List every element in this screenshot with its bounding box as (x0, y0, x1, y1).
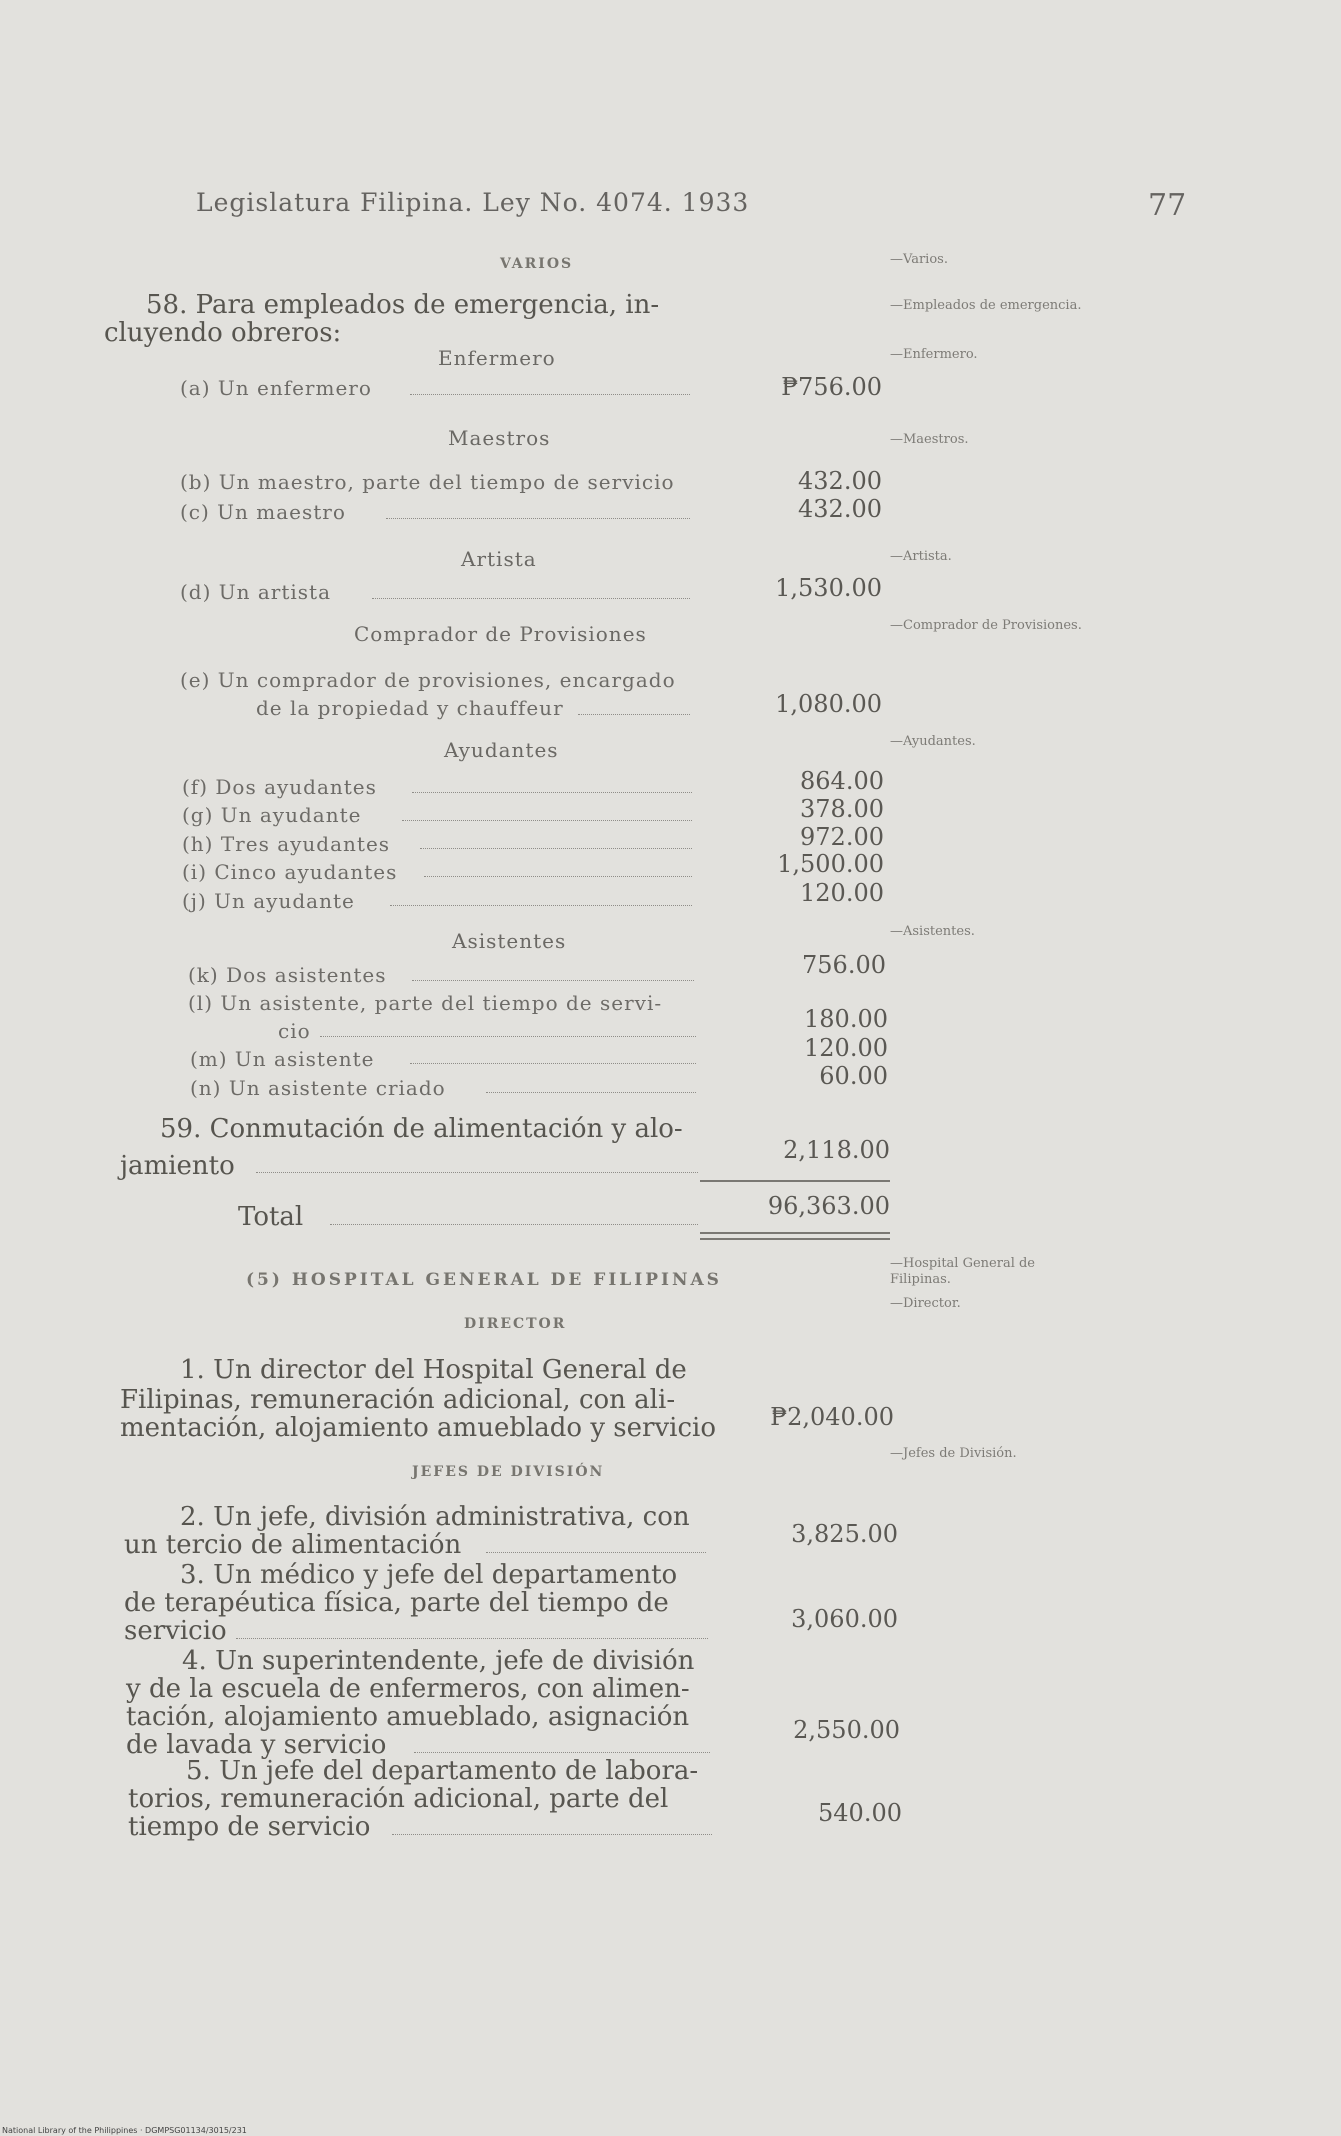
margin-note-maestros: —Maestros. (890, 432, 969, 447)
leader-dots (410, 1063, 696, 1064)
item-59-line1: 59. Conmutación de alimentación y alo- (160, 1114, 683, 1144)
hospital-item-5-line3: tiempo de servicio (128, 1812, 371, 1842)
hospital-item-4-amount: 2,550.00 (793, 1716, 900, 1744)
hospital-item-4-line2: y de la escuela de enfermeros, con alimen- (126, 1674, 690, 1704)
hospital-item-2-line2: un tercio de alimentación (124, 1530, 462, 1560)
hospital-item-2-amount: 3,825.00 (791, 1520, 898, 1548)
line-h-amount: 972.00 (800, 823, 884, 851)
line-b-amount: 432.00 (798, 467, 882, 495)
hospital-item-1-amount: ₱2,040.00 (770, 1403, 894, 1431)
leader-dots (386, 518, 690, 519)
margin-note-varios: —Varios. (890, 252, 948, 267)
line-e-line2: de la propiedad y chauffeur (256, 696, 564, 720)
leader-dots (410, 394, 690, 395)
subhead-director: DIRECTOR (464, 1316, 567, 1332)
total-double-rule-bottom (700, 1238, 890, 1240)
leader-dots (412, 792, 692, 793)
subhead-artista: Artista (461, 547, 537, 571)
line-d-amount: 1,530.00 (775, 574, 882, 602)
line-g-amount: 378.00 (800, 795, 884, 823)
line-c-text: (c) Un maestro (180, 500, 346, 524)
section-heading-hospital: (5) HOSPITAL GENERAL DE FILIPINAS (246, 1270, 722, 1290)
margin-note-ayudantes: —Ayudantes. (890, 734, 976, 749)
line-j-amount: 120.00 (800, 879, 884, 907)
leader-dots (392, 1834, 712, 1835)
subhead-ayudantes: Ayudantes (444, 738, 559, 762)
leader-dots (424, 876, 692, 877)
hospital-item-5-amount: 540.00 (818, 1799, 902, 1827)
section-heading-varios: VARIOS (500, 256, 574, 272)
hospital-item-4-line1: 4. Un superintendente, jefe de división (182, 1646, 695, 1676)
line-e-line1: (e) Un comprador de provisiones, encargado (180, 668, 676, 692)
hospital-item-5-line1: 5. Un jefe del departamento de labora- (186, 1756, 699, 1786)
line-a-amount: ₱756.00 (781, 373, 882, 401)
line-k-text: (k) Dos asistentes (188, 963, 387, 987)
page-number: 77 (1148, 188, 1187, 223)
line-l-amount: 180.00 (804, 1005, 888, 1033)
hospital-item-1-line3: mentación, alojamiento amueblado y servicio (120, 1413, 716, 1443)
leader-dots (414, 1752, 710, 1753)
line-e-amount: 1,080.00 (775, 690, 882, 718)
leader-dots (236, 1638, 708, 1639)
line-j-text: (j) Un ayudante (182, 889, 355, 913)
line-a-text: (a) Un enfermero (180, 376, 372, 400)
line-i-text: (i) Cinco ayudantes (182, 860, 398, 884)
item-59-line2: jamiento (120, 1151, 235, 1181)
subhead-comprador: Comprador de Provisiones (354, 622, 647, 646)
margin-note-comprador: —Comprador de Provisiones. (890, 618, 1082, 633)
line-f-amount: 864.00 (800, 767, 884, 795)
line-n-text: (n) Un asistente criado (190, 1076, 446, 1100)
subhead-maestros: Maestros (448, 426, 551, 450)
hospital-item-3-line2: de terapéutica física, parte del tiempo de (124, 1588, 669, 1618)
running-title: Legislatura Filipina. Ley No. 4074. 1933 (196, 188, 750, 217)
leader-dots (256, 1172, 698, 1173)
hospital-item-3-line3: servicio (124, 1616, 227, 1646)
leader-dots (578, 714, 690, 715)
leader-dots (402, 820, 692, 821)
subtotal-rule (700, 1180, 890, 1182)
line-m-amount: 120.00 (804, 1034, 888, 1062)
leader-dots (372, 598, 690, 599)
total-label: Total (238, 1202, 304, 1232)
margin-note-jefes: —Jefes de División. (890, 1446, 1017, 1461)
line-i-amount: 1,500.00 (777, 850, 884, 878)
leader-dots (390, 905, 692, 906)
margin-note-artista: —Artista. (890, 549, 952, 564)
subhead-asistentes: Asistentes (452, 929, 567, 953)
item-59-amount: 2,118.00 (783, 1136, 890, 1164)
line-n-amount: 60.00 (819, 1062, 888, 1090)
line-g-text: (g) Un ayudante (182, 803, 362, 827)
hospital-item-1-line1: 1. Un director del Hospital General de (180, 1355, 687, 1385)
hospital-item-4-line4: de lavada y servicio (126, 1730, 387, 1760)
line-h-text: (h) Tres ayudantes (182, 832, 391, 856)
hospital-item-5-line2: torios, remuneración adicional, parte del (128, 1784, 669, 1814)
total-amount: 96,363.00 (767, 1192, 890, 1220)
total-double-rule-top (700, 1232, 890, 1234)
scan-credit: National Library of the Philippines · DGMPSG01134/3015/231 (2, 2126, 247, 2135)
hospital-item-1-line2: Filipinas, remuneración adicional, con ali- (120, 1385, 676, 1415)
margin-note-director: —Director. (890, 1296, 961, 1311)
hospital-item-2-line1: 2. Un jefe, división administrativa, con (180, 1502, 690, 1532)
line-l-line1: (l) Un asistente, parte del tiempo de servi- (188, 991, 663, 1015)
leader-dots (486, 1092, 696, 1093)
line-c-amount: 432.00 (798, 495, 882, 523)
line-b-text: (b) Un maestro, parte del tiempo de servicio (180, 470, 675, 494)
line-m-text: (m) Un asistente (190, 1047, 375, 1071)
hospital-item-4-line3: tación, alojamiento amueblado, asignación (126, 1702, 690, 1732)
item-58-line2: cluyendo obreros: (104, 318, 342, 348)
hospital-item-3-amount: 3,060.00 (791, 1605, 898, 1633)
leader-dots (330, 1224, 698, 1225)
item-58-line1: 58. Para empleados de emergencia, in- (146, 290, 660, 320)
subhead-jefes: JEFES DE DIVISIÓN (412, 1464, 605, 1480)
margin-note-asistentes: —Asistentes. (890, 924, 975, 939)
margin-note-hospital: —Hospital General de Filipinas. (890, 1256, 1035, 1287)
hospital-item-3-line1: 3. Un médico y jefe del departamento (180, 1560, 678, 1590)
margin-note-enfermero: —Enfermero. (890, 347, 978, 362)
margin-note-empleados: —Empleados de emergencia. (890, 298, 1082, 313)
line-d-text: (d) Un artista (180, 580, 332, 604)
line-k-amount: 756.00 (802, 951, 886, 979)
line-f-text: (f) Dos ayudantes (182, 775, 377, 799)
leader-dots (412, 980, 694, 981)
leader-dots (486, 1552, 706, 1553)
line-l-line2: cio (278, 1019, 311, 1043)
subhead-enfermero: Enfermero (438, 346, 556, 370)
leader-dots (320, 1036, 696, 1037)
leader-dots (420, 848, 692, 849)
